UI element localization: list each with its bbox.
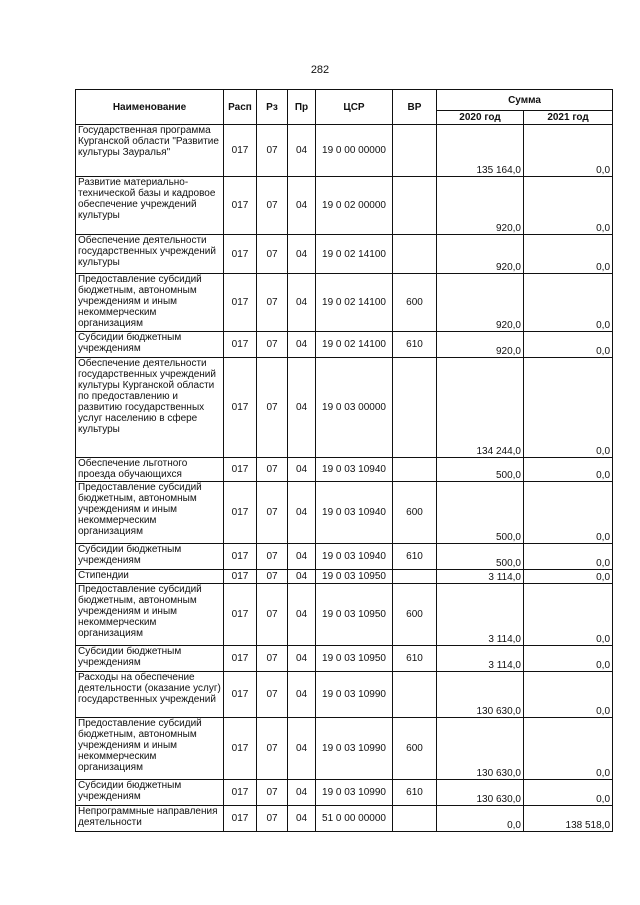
cell-rz: 07 (257, 718, 288, 780)
cell-rasp: 017 (224, 235, 257, 274)
cell-y2021: 0,0 (524, 544, 613, 570)
cell-vr: 600 (393, 274, 437, 332)
cell-csr: 19 0 03 00000 (316, 358, 393, 458)
cell-y2021: 0,0 (524, 235, 613, 274)
cell-pr: 04 (288, 806, 316, 832)
cell-y2021: 0,0 (524, 570, 613, 584)
table-row (76, 544, 613, 570)
cell-rasp: 017 (224, 780, 257, 806)
cell-csr: 19 0 03 10990 (316, 718, 393, 780)
cell-vr: 610 (393, 332, 437, 358)
cell-csr: 19 0 03 10950 (316, 646, 393, 672)
cell-vr (393, 235, 437, 274)
cell-rz: 07 (257, 125, 288, 177)
header-2020: 2020 год (437, 111, 524, 125)
cell-name: Субсидии бюджетным учреждениям (76, 646, 224, 672)
cell-name: Обеспечение льготного проезда обучающихся (76, 458, 224, 482)
table-row (76, 584, 613, 646)
cell-rz: 07 (257, 806, 288, 832)
table-row (76, 125, 613, 177)
table-row (76, 482, 613, 544)
cell-y2020: 920,0 (437, 177, 524, 235)
cell-vr: 610 (393, 544, 437, 570)
cell-y2021: 0,0 (524, 125, 613, 177)
cell-csr: 19 0 03 10950 (316, 570, 393, 584)
cell-pr: 04 (288, 332, 316, 358)
cell-vr (393, 672, 437, 718)
cell-pr: 04 (288, 482, 316, 544)
cell-name: Непрограммные направления деятельности (76, 806, 224, 832)
table-row (76, 358, 613, 458)
cell-y2020: 500,0 (437, 458, 524, 482)
cell-name: Предоставление субсидий бюджетным, автономным учреждениям и иным некоммерческим организациям (76, 274, 224, 332)
cell-pr: 04 (288, 544, 316, 570)
table-body (76, 125, 613, 832)
header-sum: Сумма (437, 90, 613, 111)
cell-y2020: 0,0 (437, 806, 524, 832)
cell-name: Государственная программа Курганской области "Развитие культуры Зауралья" (76, 125, 224, 177)
cell-rz: 07 (257, 458, 288, 482)
cell-rasp: 017 (224, 332, 257, 358)
cell-rasp: 017 (224, 718, 257, 780)
cell-csr: 19 0 03 10990 (316, 780, 393, 806)
cell-vr (393, 358, 437, 458)
table-row (76, 718, 613, 780)
cell-y2021: 0,0 (524, 274, 613, 332)
table-row (76, 458, 613, 482)
cell-csr: 19 0 03 10940 (316, 482, 393, 544)
cell-y2020: 500,0 (437, 544, 524, 570)
cell-y2020: 130 630,0 (437, 672, 524, 718)
cell-rasp: 017 (224, 177, 257, 235)
cell-y2021: 0,0 (524, 718, 613, 780)
cell-y2020: 130 630,0 (437, 718, 524, 780)
cell-y2020: 920,0 (437, 235, 524, 274)
header-rasp: Расп (224, 90, 257, 125)
cell-y2020: 130 630,0 (437, 780, 524, 806)
cell-csr: 51 0 00 00000 (316, 806, 393, 832)
cell-csr: 19 0 02 14100 (316, 235, 393, 274)
cell-y2021: 0,0 (524, 584, 613, 646)
budget-table (75, 89, 613, 832)
cell-vr (393, 806, 437, 832)
header-rz: Рз (257, 90, 288, 125)
cell-pr: 04 (288, 125, 316, 177)
table-row (76, 646, 613, 672)
cell-y2021: 0,0 (524, 358, 613, 458)
cell-vr: 600 (393, 584, 437, 646)
cell-rasp: 017 (224, 125, 257, 177)
cell-rz: 07 (257, 544, 288, 570)
cell-vr: 610 (393, 646, 437, 672)
cell-rz: 07 (257, 358, 288, 458)
cell-pr: 04 (288, 780, 316, 806)
cell-rasp: 017 (224, 672, 257, 718)
cell-name: Предоставление субсидий бюджетным, автономным учреждениям и иным некоммерческим организациям (76, 718, 224, 780)
cell-name: Стипендии (76, 570, 224, 584)
cell-rasp: 017 (224, 806, 257, 832)
table-row (76, 235, 613, 274)
cell-csr: 19 0 02 00000 (316, 177, 393, 235)
cell-rasp: 017 (224, 458, 257, 482)
cell-y2021: 0,0 (524, 646, 613, 672)
cell-name: Развитие материально-технической базы и кадровое обеспечение учреждений культуры (76, 177, 224, 235)
header-pr: Пр (288, 90, 316, 125)
cell-csr: 19 0 03 10950 (316, 584, 393, 646)
table-row (76, 806, 613, 832)
cell-csr: 19 0 00 00000 (316, 125, 393, 177)
header-name: Наименование (76, 90, 224, 125)
cell-rasp: 017 (224, 584, 257, 646)
cell-name: Субсидии бюджетным учреждениям (76, 544, 224, 570)
cell-name: Обеспечение деятельности государственных учреждений культуры Курганской области по предоставлению и развитию государственных услуг населению в сфере культуры (76, 358, 224, 458)
cell-rz: 07 (257, 235, 288, 274)
table-row (76, 177, 613, 235)
cell-y2020: 500,0 (437, 482, 524, 544)
cell-rasp: 017 (224, 544, 257, 570)
cell-y2021: 0,0 (524, 177, 613, 235)
cell-rasp: 017 (224, 358, 257, 458)
cell-vr: 600 (393, 718, 437, 780)
cell-vr (393, 125, 437, 177)
cell-y2020: 135 164,0 (437, 125, 524, 177)
cell-rz: 07 (257, 177, 288, 235)
cell-y2020: 920,0 (437, 274, 524, 332)
cell-pr: 04 (288, 274, 316, 332)
cell-y2021: 0,0 (524, 780, 613, 806)
table-row (76, 780, 613, 806)
cell-rz: 07 (257, 646, 288, 672)
cell-name: Субсидии бюджетным учреждениям (76, 780, 224, 806)
table-row (76, 332, 613, 358)
cell-vr (393, 458, 437, 482)
table-row (76, 672, 613, 718)
cell-rz: 07 (257, 482, 288, 544)
cell-pr: 04 (288, 718, 316, 780)
cell-y2020: 134 244,0 (437, 358, 524, 458)
cell-rz: 07 (257, 274, 288, 332)
cell-rasp: 017 (224, 482, 257, 544)
header-2021: 2021 год (524, 111, 613, 125)
cell-y2021: 0,0 (524, 482, 613, 544)
cell-y2021: 138 518,0 (524, 806, 613, 832)
table-row (76, 274, 613, 332)
cell-vr (393, 570, 437, 584)
cell-pr: 04 (288, 570, 316, 584)
cell-pr: 04 (288, 235, 316, 274)
cell-rz: 07 (257, 584, 288, 646)
cell-vr (393, 177, 437, 235)
cell-rz: 07 (257, 780, 288, 806)
page-number: 282 (310, 64, 330, 76)
cell-csr: 19 0 03 10940 (316, 544, 393, 570)
cell-rz: 07 (257, 672, 288, 718)
header-vr: ВР (393, 90, 437, 125)
cell-csr: 19 0 02 14100 (316, 332, 393, 358)
cell-name: Расходы на обеспечение деятельности (оказание услуг) государственных учреждений (76, 672, 224, 718)
cell-pr: 04 (288, 672, 316, 718)
cell-pr: 04 (288, 358, 316, 458)
cell-vr: 600 (393, 482, 437, 544)
cell-pr: 04 (288, 646, 316, 672)
cell-y2020: 3 114,0 (437, 646, 524, 672)
cell-rz: 07 (257, 332, 288, 358)
cell-y2020: 920,0 (437, 332, 524, 358)
cell-name: Предоставление субсидий бюджетным, автономным учреждениям и иным некоммерческим организациям (76, 584, 224, 646)
cell-name: Предоставление субсидий бюджетным, автономным учреждениям и иным некоммерческим организациям (76, 482, 224, 544)
cell-name: Субсидии бюджетным учреждениям (76, 332, 224, 358)
cell-y2021: 0,0 (524, 458, 613, 482)
cell-y2021: 0,0 (524, 332, 613, 358)
cell-name: Обеспечение деятельности государственных учреждений культуры (76, 235, 224, 274)
cell-rasp: 017 (224, 570, 257, 584)
cell-pr: 04 (288, 177, 316, 235)
header-csr: ЦСР (316, 90, 393, 125)
cell-csr: 19 0 02 14100 (316, 274, 393, 332)
cell-y2020: 3 114,0 (437, 570, 524, 584)
table-row (76, 570, 613, 584)
cell-pr: 04 (288, 458, 316, 482)
cell-y2020: 3 114,0 (437, 584, 524, 646)
cell-rasp: 017 (224, 646, 257, 672)
cell-vr: 610 (393, 780, 437, 806)
cell-csr: 19 0 03 10990 (316, 672, 393, 718)
cell-csr: 19 0 03 10940 (316, 458, 393, 482)
cell-rz: 07 (257, 570, 288, 584)
cell-rasp: 017 (224, 274, 257, 332)
cell-pr: 04 (288, 584, 316, 646)
cell-y2021: 0,0 (524, 672, 613, 718)
